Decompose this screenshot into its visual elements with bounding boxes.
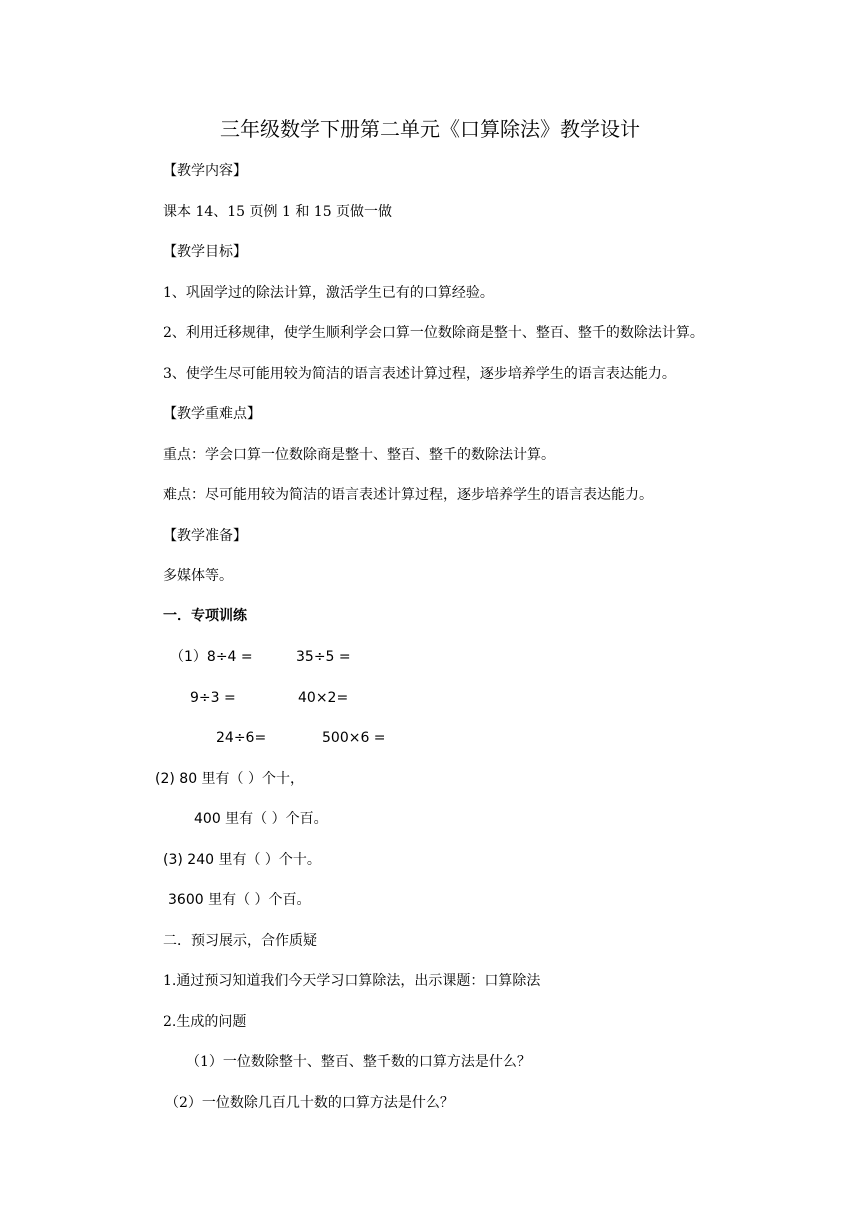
goals-heading: 【教学目标】: [163, 244, 247, 260]
section1-heading: 一．专项训练: [163, 608, 247, 624]
exercise-item: 40×2=: [298, 690, 349, 706]
exercise-item: 9÷3 =: [190, 690, 236, 706]
goal-item: 2、利用迁移规律，使学生顺利学会口算一位数除商是整十、整百、整千的数除法计算。: [163, 325, 704, 341]
goal-item: 1、巩固学过的除法计算，激活学生已有的口算经验。: [163, 285, 494, 301]
section2-heading: 二．预习展示，合作质疑: [163, 933, 317, 949]
exercise-item: 24÷6=: [216, 730, 267, 746]
exercise-item: (3) 240 里有（ ）个十。: [163, 852, 321, 868]
exercise-item: 3600 里有（ ）个百。: [168, 892, 311, 908]
question-item: （1）一位数除整十、整百、整千数的口算方法是什么？: [186, 1054, 531, 1070]
difficulty-text: 难点：尽可能用较为简洁的语言表述计算过程，逐步培养学生的语言表达能力。: [163, 487, 653, 503]
exercise-item: 35÷5 =: [296, 649, 351, 665]
preview-item: 1.通过预习知道我们今天学习口算除法，出示课题：口算除法: [163, 973, 541, 989]
document-title: 三年级数学下册第二单元《口算除法》教学设计: [220, 117, 640, 141]
exercise-item: 500×6 =: [322, 730, 386, 746]
prep-heading: 【教学准备】: [163, 528, 247, 544]
exercise-item: (2) 80 里有（ ）个十，: [155, 771, 304, 787]
question-item: （2）一位数除几百几十数的口算方法是什么？: [165, 1095, 454, 1111]
prep-text: 多媒体等。: [163, 568, 233, 584]
keypoint-text: 重点：学会口算一位数除商是整十、整百、整千的数除法计算。: [163, 447, 555, 463]
keypoints-heading: 【教学重难点】: [163, 406, 261, 422]
exercise-item: 400 里有（ ）个百。: [194, 811, 328, 827]
content-heading: 【教学内容】: [163, 163, 247, 179]
content-text: 课本 14、15 页例 1 和 15 页做一做: [163, 204, 393, 220]
preview-item: 2.生成的问题: [163, 1014, 247, 1030]
exercise-item: （1）8÷4 =: [170, 649, 253, 665]
goal-item: 3、使学生尽可能用较为简洁的语言表述计算过程，逐步培养学生的语言表达能力。: [163, 366, 676, 382]
